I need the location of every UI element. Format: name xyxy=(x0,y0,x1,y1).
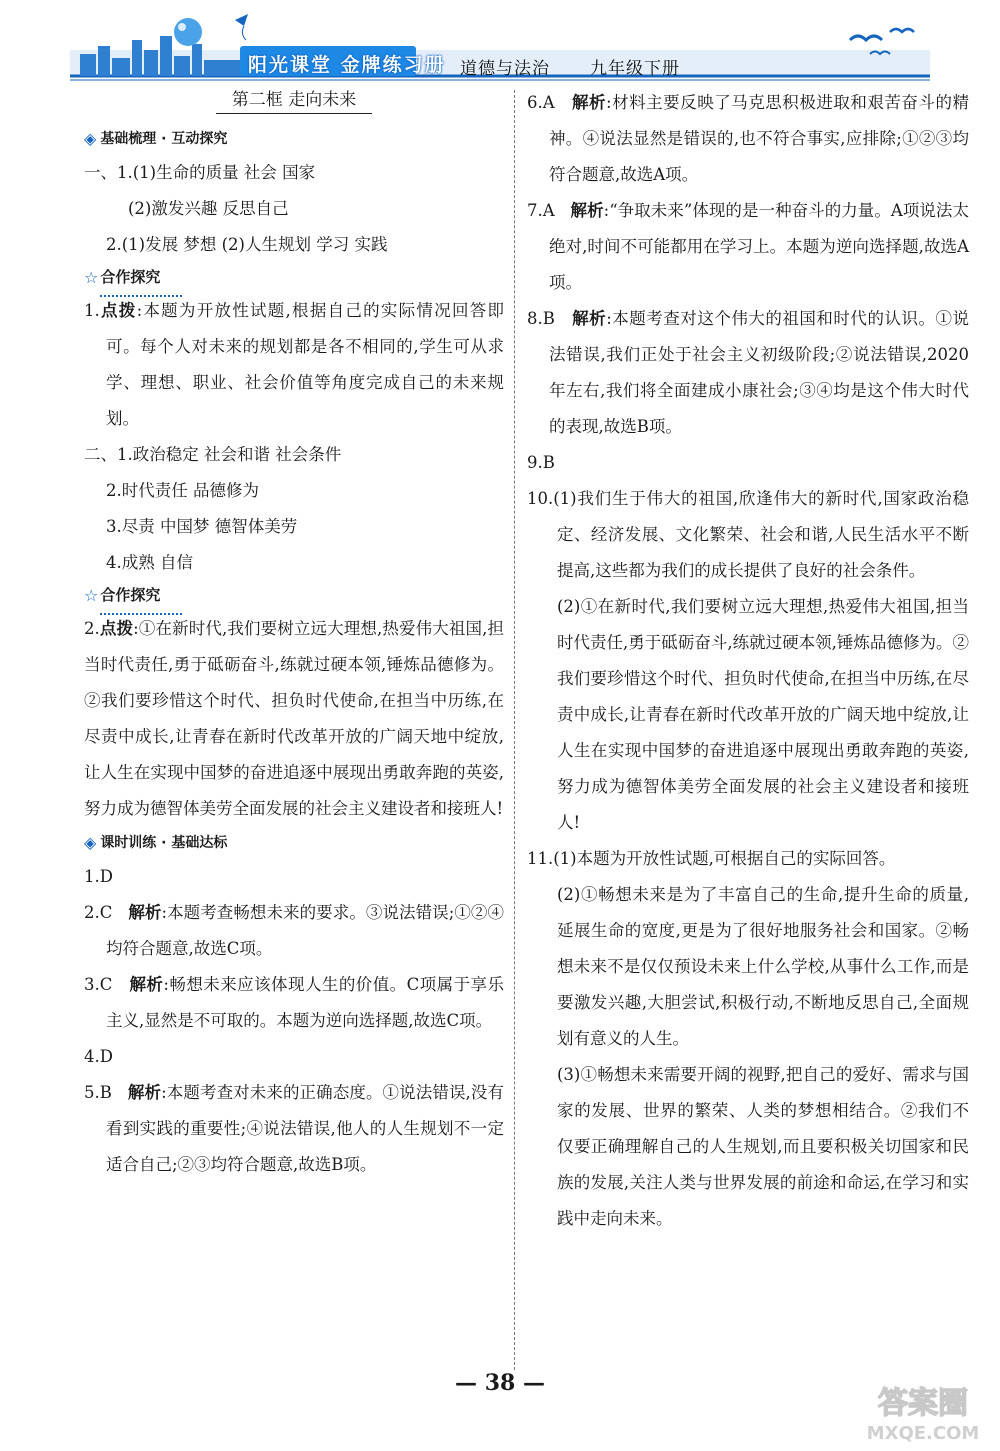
answer-block: 7.A 解析:“争取未来”体现的是一种奋斗的力量。A项说法太绝对,时间不可能都用在学习上。本题为逆向选择题,故选A项。 xyxy=(527,201,969,292)
answer-block: 6.A 解析:材料主要反映了马克思积极进取和艰苦奋斗的精神。④说法显然是错误的,也不符合事实,应排除;①②③均符合题意,故选A项。 xyxy=(527,93,969,184)
cooperation-header: ☆ 合作探究 xyxy=(84,581,504,611)
book-subject: 道德与法治 xyxy=(460,59,550,79)
answer-line: 一、1.(1)生命的质量 社会 国家 xyxy=(84,163,316,182)
page-header xyxy=(70,10,940,88)
section-icon: ◈ xyxy=(84,833,97,852)
answer-line: 3.尽责 中国梦 德智体美劳 xyxy=(106,517,298,536)
answer-block: 5.B 解析:本题考查对未来的正确态度。①说法错误,没有看到实践的重要性;④说法错误,他人的人生规划不一定适合自己;②③均符合题意,故选B项。 xyxy=(84,1083,504,1174)
watermark-logo xyxy=(858,1377,988,1447)
answer-block: (3)①畅想未来需要开阔的视野,把自己的爱好、需求与国家的发展、世界的繁荣、人类的梦想相结合。②我们不仅要正确理解自己的人生规划,而且要积极关切国家和民族的发展,关注人类与世界发展的前途和命运,在学习和实践中走向未来。 xyxy=(557,1065,969,1228)
star-icon: ☆ xyxy=(84,268,99,287)
book-grade: 九年级下册 xyxy=(590,59,680,79)
answer-block: (2)①在新时代,我们要树立远大理想,热爱伟大祖国,担当时代责任,勇于砥砺奋斗,练就过硬本领,锤炼品德修为。②我们要珍惜这个时代、担负时代使命,在担当中历练,在尽责中成长,让青春在新时代改革开放的广阔天地中绽放,让人生在实现中国梦的奋进追逐中展现出勇敢奔跑的英姿,努力成为德智体美劳全面发展的社会主义建设者和接班人! xyxy=(557,597,969,832)
answer-line: 2.(1)发展 梦想 (2)人生规划 学习 实践 xyxy=(106,235,388,254)
section-icon: ◈ xyxy=(84,129,97,148)
watermark-text-bottom: MXQE.COM xyxy=(866,1423,980,1444)
star-icon: ☆ xyxy=(84,586,99,605)
section-header-training: ◈ 课时训练 · 基础达标 xyxy=(84,827,504,859)
answer-line: 2.时代责任 品德修为 xyxy=(106,481,259,500)
column-divider xyxy=(514,90,515,1370)
left-column xyxy=(84,85,504,1183)
page-number: — 38 — xyxy=(455,1370,545,1396)
answer-line: 4.D xyxy=(84,1047,113,1066)
answer-block: 2.C 解析:本题考查畅想未来的要求。③说法错误;①②④均符合题意,故选C项。 xyxy=(84,903,504,958)
answer-line: 9.B xyxy=(527,453,555,472)
answer-block: 2.点拨:①在新时代,我们要树立远大理想,热爱伟大祖国,担当时代责任,勇于砥砺奋斗,练就过硬本领,锤炼品德修为。②我们要珍惜这个时代、担负时代使命,在担当中历练,在尽责中成长,让青春在新时代改革开放的广阔天地中绽放,让人生在实现中国梦的奋进追逐中展现出勇敢奔跑的英姿,努力成为德智体美劳全面发展的社会主义建设者和接班人! xyxy=(84,619,505,818)
answer-block: 11.(1)本题为开放性试题,可根据自己的实际回答。 xyxy=(527,849,896,868)
answer-line: 4.成熟 自信 xyxy=(106,553,193,572)
section-header-basics: ◈ 基础梳理 · 互动探究 xyxy=(84,123,504,155)
answer-block: 8.B 解析:本题考查对这个伟大的祖国和时代的认识。①说法错误,我们正处于社会主义初级阶段;②说法错误,2020年左右,我们将全面建成小康社会;③④均是这个伟大时代的表现,故选B项。 xyxy=(527,309,969,436)
answer-block: (2)①畅想未来是为了丰富自己的生命,提升生命的质量,延展生命的宽度,更是为了很好地服务社会和国家。②畅想未来不是仅仅预设未来上什么学校,从事什么工作,而是要激发兴趣,大胆尝试,积极行动,不断地反思自己,全面规划有意义的人生。 xyxy=(557,885,969,1048)
cooperation-header: ☆ 合作探究 xyxy=(84,263,504,293)
answer-block: 3.C 解析:畅想未来应该体现人生的价值。C项属于享乐主义,显然是不可取的。本题为逆向选择题,故选C项。 xyxy=(84,975,504,1030)
answer-block: 1.点拨:本题为开放性试题,根据自己的实际情况回答即可。每个人对未来的规划都是各不相同的,学生可从求学、理想、职业、社会价值等角度完成自己的未来规划。 xyxy=(84,301,504,428)
right-column xyxy=(527,85,969,1237)
answer-block: 10.(1)我们生于伟大的祖国,欣逢伟大的新时代,国家政治稳定、经济发展、文化繁荣、社会和谐,人民生活水平不断提高,这些都为我们的成长提供了良好的社会条件。 xyxy=(527,489,969,580)
answer-line: 二、1.政治稳定 社会和谐 社会条件 xyxy=(84,445,342,464)
frame-title: 第二框 走向未来 xyxy=(84,89,504,111)
brand-title: 阳光课堂 金牌练习册 xyxy=(248,54,446,76)
watermark-text-top: 答案圈 xyxy=(878,1386,968,1421)
answer-line: (2)激发兴趣 反思自己 xyxy=(128,199,289,218)
answer-line: 1.D xyxy=(84,867,113,886)
